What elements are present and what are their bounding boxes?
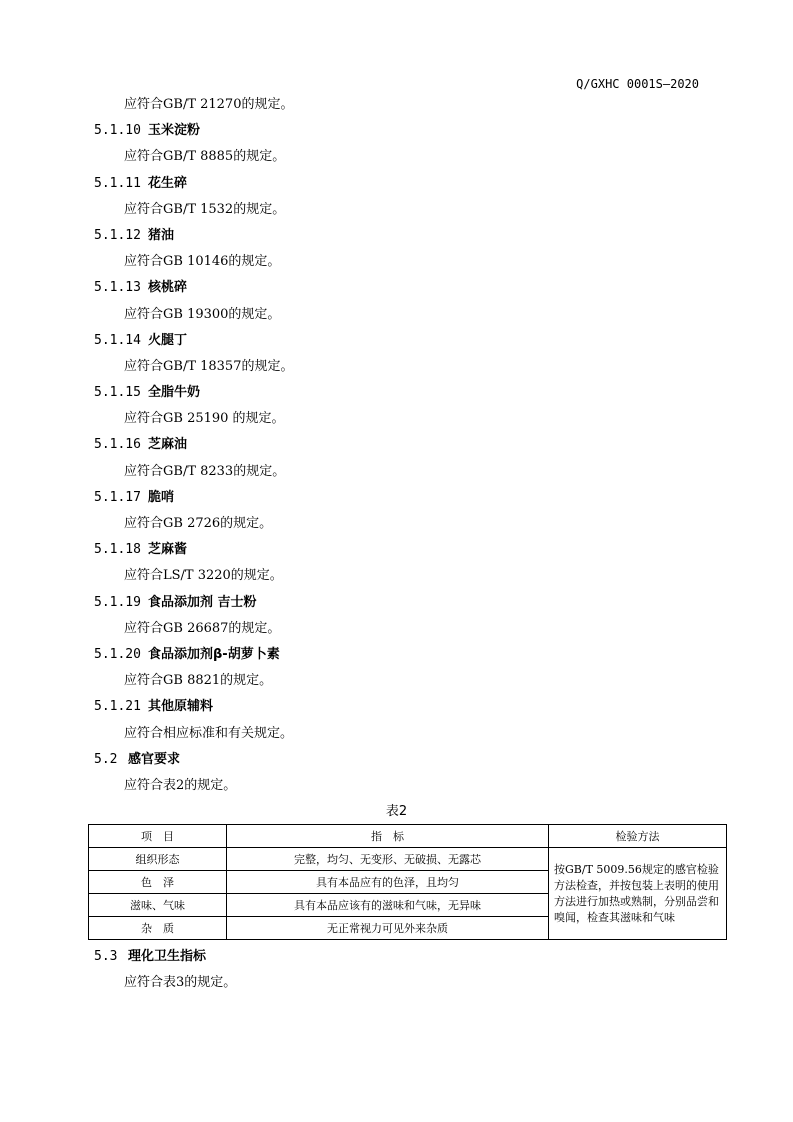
- section-requirement: 应符合表2的规定。: [124, 777, 237, 793]
- table-header-row: [89, 825, 727, 848]
- section-heading-5-2: [0, 747, 793, 773]
- clause-requirement: 应符合GB/T 18357的规定。: [124, 358, 294, 374]
- clause-requirement: 应符合GB 10146的规定。: [124, 254, 281, 270]
- row-item: 滋味、气味: [89, 894, 227, 917]
- clause-heading: [0, 485, 793, 511]
- clause-number: 5.1.17: [94, 489, 141, 505]
- section-title: 感官要求: [128, 751, 181, 767]
- row-index: 完整，均匀、无变形、无破损、无露芯: [227, 848, 549, 871]
- clause-heading: [0, 537, 793, 563]
- lead-requirement: 应符合GB/T 21270的规定。: [124, 97, 294, 112]
- row-item: 色 泽: [89, 871, 227, 894]
- clause-title: 火腿丁: [148, 332, 188, 348]
- clause-number: 5.1.19: [94, 594, 141, 610]
- clause-title: 芝麻酱: [148, 542, 188, 558]
- test-method-cell: 按GB/T 5009.56规定的感官检验方法检查，并按包装上表明的使用方法进行加热或熟制，分别品尝和嗅闻，检查其滋味和气味: [549, 848, 727, 940]
- clause-requirement: 应符合GB 2726的规定。: [124, 516, 273, 531]
- clause-requirement: 应符合相应标准和有关规定。: [124, 725, 294, 741]
- section-number: 5.3: [94, 949, 118, 965]
- clause-title: 猪油: [148, 227, 175, 243]
- clause-title: 核桃碎: [148, 280, 188, 296]
- clause-heading: [0, 328, 793, 354]
- clause-heading: [0, 380, 793, 406]
- clause-title: 芝麻油: [148, 437, 188, 453]
- row-index: 具有本品应有的色泽，且均匀: [227, 871, 549, 894]
- clause-number: 5.1.18: [94, 542, 141, 558]
- clause-title: 全脂牛奶: [148, 385, 201, 401]
- section-heading-5-3: [0, 944, 793, 970]
- clause-heading: [0, 118, 793, 144]
- document-code: Q/GXHC 0001S—2020: [576, 77, 699, 91]
- clause-number: 5.1.20: [94, 646, 141, 662]
- clause-heading: [0, 432, 793, 458]
- clause-heading: [0, 642, 793, 668]
- clause-heading: [0, 275, 793, 301]
- clause-requirement: 应符合GB 8821的规定。: [124, 673, 273, 689]
- section-number: 5.2: [94, 751, 118, 767]
- clause-requirement: 应符合GB/T 8233的规定。: [124, 463, 286, 479]
- clause-number: 5.1.11: [94, 175, 141, 191]
- clause-requirement: 应符合GB 19300的规定。: [124, 306, 281, 322]
- header-item: 项 目: [89, 825, 227, 848]
- clause-number: 5.1.21: [94, 699, 141, 715]
- header-method: 检验方法: [549, 825, 727, 848]
- clause-heading: [0, 171, 793, 197]
- clause-number: 5.1.12: [94, 227, 141, 243]
- section-title: 理化卫生指标: [128, 949, 207, 965]
- clause-number: 5.1.15: [94, 385, 141, 401]
- clause-title: 食品添加剂 吉士粉: [148, 594, 257, 610]
- clause-heading: [0, 590, 793, 616]
- header-index: 指 标: [227, 825, 549, 848]
- clause-number: 5.1.16: [94, 437, 141, 453]
- clause-requirement: 应符合GB/T 8885的规定。: [124, 149, 286, 165]
- clause-title: 其他原辅料: [148, 699, 214, 715]
- clause-title: 花生碎: [148, 175, 188, 191]
- sensory-requirements-table: [88, 824, 727, 940]
- clause-requirement: 应符合GB 25190 的规定。: [124, 411, 285, 427]
- clause-title: 玉米淀粉: [148, 123, 201, 139]
- section-requirement: 应符合表3的规定。: [124, 975, 237, 991]
- clause-requirement: 应符合GB/T 1532的规定。: [124, 201, 286, 217]
- clause-requirement: 应符合LS/T 3220的规定。: [124, 568, 283, 584]
- row-item: 杂 质: [89, 917, 227, 940]
- row-item: 组织形态: [89, 848, 227, 871]
- document-body: [0, 92, 793, 996]
- table-row: [89, 848, 727, 871]
- row-index: 无正常视力可见外来杂质: [227, 917, 549, 940]
- table-caption: 表2: [385, 804, 408, 820]
- clause-requirement: 应符合GB 26687的规定。: [124, 620, 281, 636]
- clause-number: 5.1.13: [94, 280, 141, 296]
- row-index: 具有本品应该有的滋味和气味，无异味: [227, 894, 549, 917]
- clause-heading: [0, 694, 793, 720]
- clause-title: 食品添加剂β-胡萝卜素: [148, 646, 280, 662]
- clause-title: 脆哨: [148, 489, 175, 505]
- clause-number: 5.1.14: [94, 332, 141, 348]
- clause-heading: [0, 223, 793, 249]
- clause-number: 5.1.10: [94, 123, 141, 139]
